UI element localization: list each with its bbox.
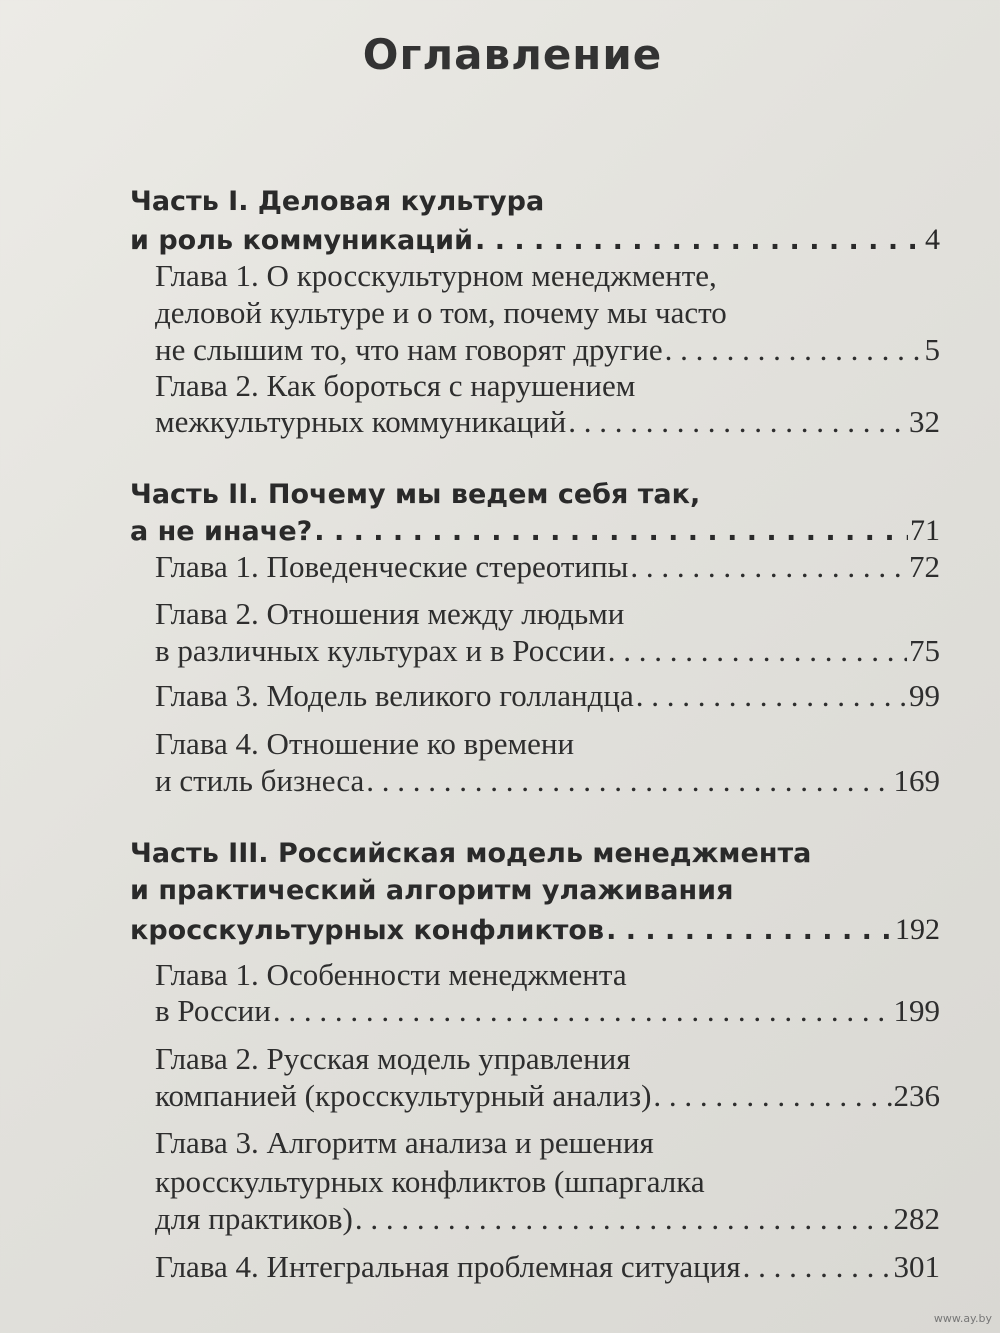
chapter-line-text: Глава 4. Интегральная проблемная ситуация <box>155 1249 741 1284</box>
chapter-line-text: для практиков) <box>155 1201 353 1236</box>
chapter-line <box>155 1164 705 1200</box>
page-number: 236 <box>893 1078 940 1113</box>
part-heading-line-text: Часть II. Почему мы ведем себя так, <box>130 479 701 510</box>
part-heading-line <box>130 912 940 948</box>
part-heading-line <box>130 477 700 513</box>
dot-leader <box>630 549 907 585</box>
chapter-line-text: Глава 2. Отношения между людьми <box>155 596 625 631</box>
chapter-line <box>155 1078 940 1114</box>
part-heading-line <box>130 873 733 909</box>
part-heading-line-text: Часть I. Деловая культура <box>130 186 545 217</box>
page-number: 301 <box>893 1249 940 1284</box>
chapter-line-text: Глава 1. О кросскультурном менеджменте, <box>155 258 717 293</box>
chapter-line <box>155 404 940 440</box>
part-heading-line-text: кросскультурных конфликтов <box>130 915 605 946</box>
chapter-line-text: Глава 4. Отношение ко времени <box>155 726 575 761</box>
dot-leader <box>608 633 907 669</box>
chapter-line-text: компанией (кросскультурный анализ) <box>155 1078 652 1113</box>
chapter-line <box>155 678 940 714</box>
dot-leader <box>665 332 923 368</box>
chapter-line-text: не слышим то, что нам говорят другие <box>155 332 663 367</box>
chapter-line-text: Глава 2. Как бороться с нарушением <box>155 368 636 403</box>
page-number: 192 <box>895 913 940 946</box>
chapter-line-text: Глава 3. Алгоритм анализа и решения <box>155 1125 654 1160</box>
dot-leader <box>366 763 891 799</box>
chapter-line <box>155 1201 940 1237</box>
chapter-line <box>155 596 624 632</box>
part-heading-line <box>130 513 940 549</box>
chapter-line-text: деловой культуре и о том, почему мы часто <box>155 295 727 330</box>
part-heading-line-text: Часть III. Российская модель менеджмента <box>130 838 812 869</box>
dot-leader <box>606 913 893 949</box>
dot-leader <box>743 1249 892 1285</box>
page-number: 5 <box>924 332 940 367</box>
page-number: 169 <box>893 763 940 798</box>
watermark: www.ay.by <box>933 1312 992 1325</box>
chapter-line-text: межкультурных коммуникаций <box>155 404 567 439</box>
chapter-line-text: Глава 1. Поведенческие стереотипы <box>155 549 629 584</box>
page-number: 72 <box>909 549 940 584</box>
page-number: 282 <box>893 1201 940 1236</box>
chapter-line-text: в различных культурах и в России <box>155 633 606 668</box>
chapter-line-text: кросскультурных конфликтов (шпаргалка <box>155 1164 705 1199</box>
part-heading-line <box>130 184 544 220</box>
page-number: 199 <box>893 993 940 1028</box>
dot-leader <box>653 1078 891 1114</box>
dot-leader <box>273 993 892 1029</box>
part-heading-line <box>130 836 811 872</box>
dot-leader <box>636 678 907 714</box>
chapter-line-text: Глава 3. Модель великого голландца <box>155 678 634 713</box>
chapter-line <box>155 368 635 404</box>
page-number: 32 <box>909 404 940 439</box>
dot-leader <box>314 514 908 550</box>
page-number: 4 <box>925 223 940 256</box>
part-heading-line-text: и практический алгоритм улаживания <box>130 875 734 906</box>
chapter-line <box>155 332 940 368</box>
chapter-line <box>155 993 940 1029</box>
chapter-line <box>155 1041 631 1077</box>
dot-leader <box>568 404 907 440</box>
dot-leader <box>475 223 923 259</box>
chapter-line <box>155 1125 654 1161</box>
page-title: Оглавление <box>362 30 663 79</box>
chapter-line <box>155 549 940 585</box>
chapter-line <box>155 726 574 762</box>
page-number: 99 <box>909 678 940 713</box>
chapter-line-text: Глава 1. Особенности менеджмента <box>155 957 627 992</box>
part-heading-line-text: и роль коммуникаций <box>130 225 474 256</box>
chapter-line <box>155 763 940 799</box>
chapter-line <box>155 295 727 331</box>
part-heading-line-text: а не иначе? <box>130 516 313 547</box>
page-number: 71 <box>910 514 940 547</box>
chapter-line-text: Глава 2. Русская модель управления <box>155 1041 631 1076</box>
chapter-line <box>155 633 940 669</box>
chapter-line <box>155 957 627 993</box>
chapter-line-text: в России <box>155 993 271 1028</box>
chapter-line <box>155 1249 940 1285</box>
part-heading-line <box>130 222 940 258</box>
dot-leader <box>355 1201 892 1237</box>
page-number: 75 <box>909 633 940 668</box>
chapter-line <box>155 258 717 294</box>
chapter-line-text: и стиль бизнеса <box>155 763 365 798</box>
